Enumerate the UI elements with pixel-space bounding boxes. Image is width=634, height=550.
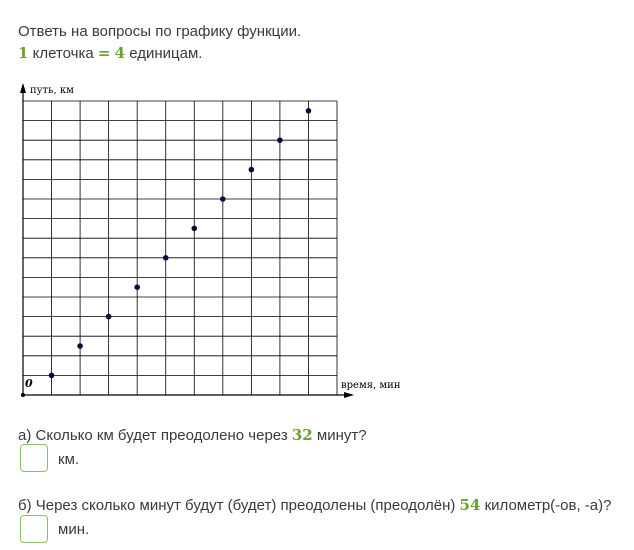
cell-count: 1 — [18, 44, 29, 62]
graph-grid — [23, 101, 337, 395]
data-point — [134, 284, 140, 290]
data-point — [77, 343, 83, 349]
data-point — [49, 373, 55, 379]
instruction-text: Ответь на вопросы по графику функции. — [18, 23, 302, 40]
question-b-number: 54 — [459, 496, 481, 514]
data-points — [49, 108, 312, 378]
origin-point — [21, 393, 25, 397]
question-a — [18, 425, 367, 446]
cell-word: клеточка — [32, 45, 94, 62]
data-point — [163, 255, 169, 261]
question-a-prefix: а) Сколько км будет преодолено через — [18, 427, 288, 444]
graph-axes — [20, 83, 354, 398]
question-a-suffix: минут? — [316, 427, 367, 444]
data-point — [277, 137, 283, 143]
answer-a-unit: км. — [58, 451, 80, 468]
data-point — [106, 314, 112, 320]
data-point — [249, 167, 255, 173]
origin-label: 0 — [25, 377, 33, 390]
answer-a-input[interactable] — [20, 444, 48, 472]
question-a-number: 32 — [291, 426, 313, 444]
answer-b-input[interactable] — [20, 515, 48, 543]
equals-sign: = — [97, 44, 111, 62]
data-point — [220, 196, 226, 202]
question-b-prefix: б) Через сколько минут будут (будет) преодолены (преодолён) — [18, 497, 456, 514]
y-axis-label: путь, км — [30, 85, 74, 96]
data-point — [306, 108, 312, 114]
question-b — [18, 495, 611, 516]
question-b-suffix: километр(-ов, -а)? — [484, 497, 612, 514]
x-axis-label: время, мин — [341, 380, 401, 391]
data-point — [191, 226, 197, 232]
x-axis-arrow-icon — [344, 392, 354, 398]
y-axis-arrow-icon — [20, 83, 26, 93]
cell-value: 4 — [114, 44, 126, 62]
answer-b-unit: мин. — [58, 521, 90, 538]
units-word: единицам. — [129, 45, 203, 62]
